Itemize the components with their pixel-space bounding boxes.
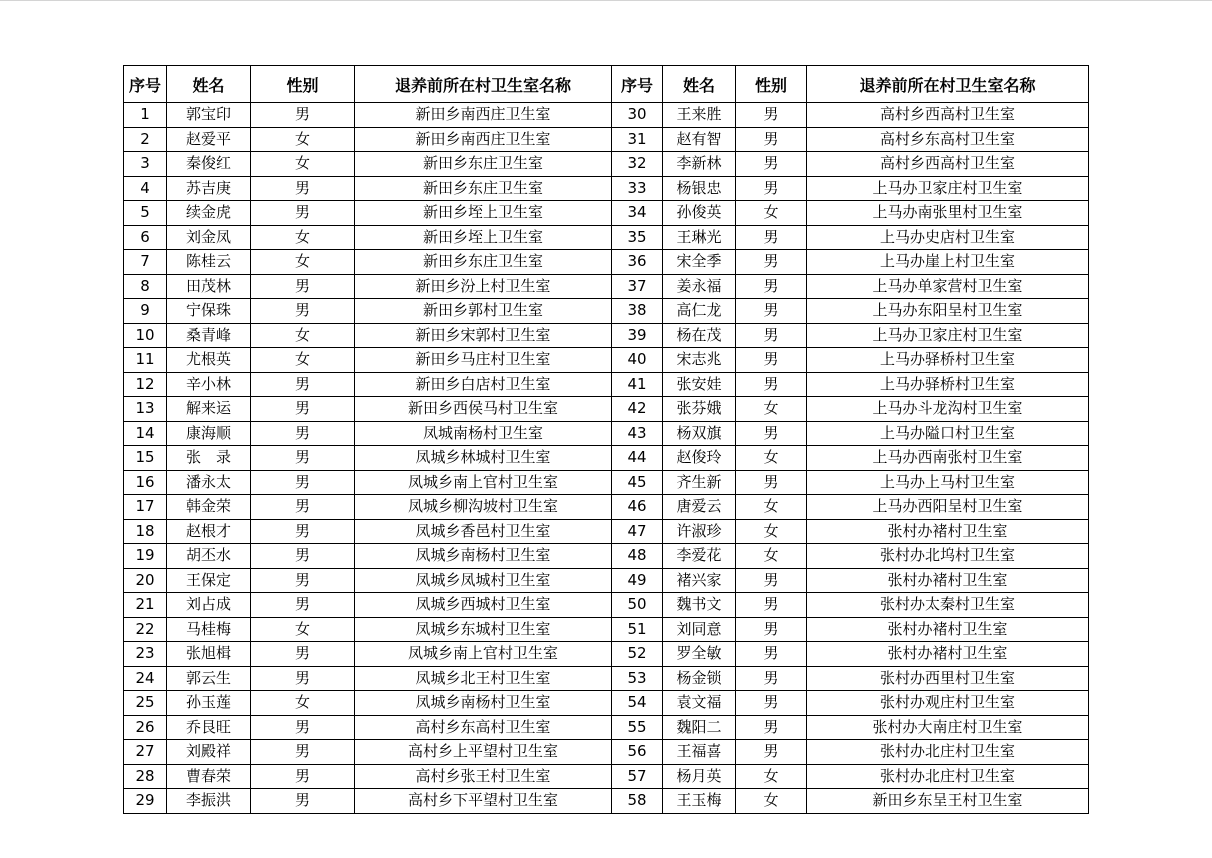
cell-name-right: 宋全季 [663,250,736,275]
cell-name-right: 唐爱云 [663,495,736,520]
cell-seq-right: 33 [612,176,663,201]
cell-name-left: 刘占成 [167,593,251,618]
cell-gender-left: 男 [251,740,355,765]
cell-gender-left: 男 [251,666,355,691]
cell-gender-left: 男 [251,544,355,569]
cell-clinic-left: 新田乡南西庄卫生室 [355,103,612,128]
cell-seq-right: 49 [612,568,663,593]
cell-clinic-left: 凤城乡北王村卫生室 [355,666,612,691]
header-clinic-left: 退养前所在村卫生室名称 [355,66,612,103]
cell-seq-right: 36 [612,250,663,275]
cell-gender-right: 男 [736,568,807,593]
cell-seq-left: 24 [124,666,167,691]
cell-gender-left: 男 [251,470,355,495]
table-row [124,299,1089,324]
cell-clinic-right: 上马办南张里村卫生室 [807,201,1089,226]
cell-name-right: 罗全敏 [663,642,736,667]
cell-seq-left: 28 [124,764,167,789]
cell-name-left: 郭云生 [167,666,251,691]
cell-gender-left: 男 [251,789,355,814]
cell-clinic-right: 上马办驿桥村卫生室 [807,372,1089,397]
cell-seq-left: 25 [124,691,167,716]
header-clinic-right: 退养前所在村卫生室名称 [807,66,1089,103]
cell-clinic-right: 上马办驿桥村卫生室 [807,348,1089,373]
table-row [124,642,1089,667]
table-row [124,348,1089,373]
table-row [124,568,1089,593]
cell-clinic-right: 上马办单家营村卫生室 [807,274,1089,299]
cell-seq-left: 14 [124,421,167,446]
cell-clinic-left: 凤城乡南上官村卫生室 [355,470,612,495]
cell-clinic-right: 张村办褚村卫生室 [807,568,1089,593]
cell-seq-right: 51 [612,617,663,642]
cell-name-left: 陈桂云 [167,250,251,275]
cell-clinic-left: 新田乡马庄村卫生室 [355,348,612,373]
cell-gender-left: 男 [251,495,355,520]
cell-gender-left: 男 [251,642,355,667]
table-row [124,617,1089,642]
cell-gender-left: 男 [251,176,355,201]
cell-name-right: 魏阳二 [663,715,736,740]
cell-name-left: 桑青峰 [167,323,251,348]
cell-clinic-right: 上马办崖上村卫生室 [807,250,1089,275]
cell-name-left: 胡丕水 [167,544,251,569]
cell-name-left: 潘永太 [167,470,251,495]
cell-clinic-right: 张村办北坞村卫生室 [807,544,1089,569]
table-row [124,201,1089,226]
cell-name-left: 解来运 [167,397,251,422]
cell-seq-left: 16 [124,470,167,495]
cell-clinic-left: 新田乡白店村卫生室 [355,372,612,397]
cell-clinic-left: 新田乡垤上卫生室 [355,201,612,226]
cell-name-left: 尤根英 [167,348,251,373]
cell-clinic-left: 凤城南杨村卫生室 [355,421,612,446]
cell-name-right: 赵俊玲 [663,446,736,471]
cell-seq-right: 54 [612,691,663,716]
cell-gender-left: 女 [251,323,355,348]
cell-clinic-left: 新田乡垤上卫生室 [355,225,612,250]
cell-gender-right: 男 [736,691,807,716]
cell-seq-right: 56 [612,740,663,765]
cell-gender-left: 女 [251,127,355,152]
cell-gender-left: 男 [251,201,355,226]
table-row [124,495,1089,520]
cell-gender-right: 男 [736,250,807,275]
table-row [124,250,1089,275]
cell-seq-left: 9 [124,299,167,324]
cell-name-left: 韩金荣 [167,495,251,520]
cell-name-left: 张旭楫 [167,642,251,667]
table-row [124,593,1089,618]
cell-seq-right: 35 [612,225,663,250]
cell-name-right: 杨在茂 [663,323,736,348]
table-row [124,103,1089,128]
cell-gender-left: 男 [251,715,355,740]
cell-seq-left: 22 [124,617,167,642]
cell-seq-right: 57 [612,764,663,789]
cell-gender-left: 男 [251,446,355,471]
cell-seq-right: 41 [612,372,663,397]
cell-gender-left: 女 [251,225,355,250]
cell-seq-left: 17 [124,495,167,520]
cell-gender-left: 女 [251,250,355,275]
table-row [124,152,1089,177]
cell-clinic-left: 新田乡南西庄卫生室 [355,127,612,152]
cell-clinic-right: 上马办西阳呈村卫生室 [807,495,1089,520]
cell-gender-right: 男 [736,740,807,765]
table-row [124,764,1089,789]
cell-name-right: 孙俊英 [663,201,736,226]
cell-seq-left: 1 [124,103,167,128]
cell-seq-left: 13 [124,397,167,422]
cell-seq-right: 31 [612,127,663,152]
cell-name-right: 褚兴家 [663,568,736,593]
cell-name-left: 刘殿祥 [167,740,251,765]
cell-clinic-left: 新田乡宋郭村卫生室 [355,323,612,348]
cell-gender-right: 女 [736,789,807,814]
cell-seq-left: 27 [124,740,167,765]
cell-gender-left: 男 [251,397,355,422]
cell-gender-left: 男 [251,519,355,544]
table-row [124,372,1089,397]
cell-name-left: 张 录 [167,446,251,471]
table-row [124,740,1089,765]
cell-name-right: 姜永福 [663,274,736,299]
cell-seq-right: 32 [612,152,663,177]
cell-name-left: 曹春荣 [167,764,251,789]
cell-clinic-right: 上马办隘口村卫生室 [807,421,1089,446]
cell-seq-right: 38 [612,299,663,324]
cell-clinic-left: 凤城乡柳沟坡村卫生室 [355,495,612,520]
table-row [124,691,1089,716]
cell-gender-left: 女 [251,152,355,177]
cell-gender-right: 男 [736,372,807,397]
cell-seq-left: 10 [124,323,167,348]
cell-gender-right: 女 [736,495,807,520]
cell-name-right: 王福喜 [663,740,736,765]
cell-clinic-left: 凤城乡东城村卫生室 [355,617,612,642]
cell-clinic-right: 上马办卫家庄村卫生室 [807,176,1089,201]
table-row [124,176,1089,201]
cell-seq-left: 7 [124,250,167,275]
cell-gender-right: 男 [736,593,807,618]
cell-name-right: 齐生新 [663,470,736,495]
cell-name-right: 王琳光 [663,225,736,250]
cell-seq-left: 29 [124,789,167,814]
cell-gender-left: 女 [251,348,355,373]
cell-clinic-left: 凤城乡香邑村卫生室 [355,519,612,544]
cell-gender-right: 男 [736,421,807,446]
cell-gender-left: 男 [251,103,355,128]
header-seq-left: 序号 [124,66,167,103]
cell-name-right: 高仁龙 [663,299,736,324]
cell-seq-right: 30 [612,103,663,128]
cell-seq-right: 43 [612,421,663,446]
cell-seq-left: 2 [124,127,167,152]
cell-clinic-left: 新田乡东庄卫生室 [355,250,612,275]
cell-seq-left: 11 [124,348,167,373]
cell-gender-right: 女 [736,201,807,226]
cell-name-right: 杨金锁 [663,666,736,691]
table-header-row [124,66,1089,103]
table-row [124,397,1089,422]
cell-seq-left: 15 [124,446,167,471]
cell-name-left: 王保定 [167,568,251,593]
cell-name-left: 苏吉庚 [167,176,251,201]
table-row [124,470,1089,495]
table-row [124,666,1089,691]
cell-clinic-right: 上马办西南张村卫生室 [807,446,1089,471]
cell-seq-left: 12 [124,372,167,397]
cell-clinic-left: 高村乡东高村卫生室 [355,715,612,740]
cell-name-right: 许淑珍 [663,519,736,544]
header-name-right: 姓名 [663,66,736,103]
cell-clinic-left: 凤城乡南上官村卫生室 [355,642,612,667]
table-row [124,421,1089,446]
cell-clinic-right: 高村乡西高村卫生室 [807,103,1089,128]
header-gender-right: 性别 [736,66,807,103]
cell-name-left: 马桂梅 [167,617,251,642]
cell-clinic-right: 张村办西里村卫生室 [807,666,1089,691]
cell-clinic-left: 高村乡下平望村卫生室 [355,789,612,814]
cell-gender-left: 男 [251,274,355,299]
cell-name-right: 杨双旗 [663,421,736,446]
retired-doctors-table [123,65,1089,814]
header-name-left: 姓名 [167,66,251,103]
cell-clinic-right: 张村办大南庄村卫生室 [807,715,1089,740]
cell-name-right: 杨月英 [663,764,736,789]
cell-gender-right: 男 [736,666,807,691]
cell-name-left: 田茂林 [167,274,251,299]
cell-gender-left: 女 [251,691,355,716]
cell-name-left: 宁保珠 [167,299,251,324]
cell-name-right: 赵有智 [663,127,736,152]
cell-clinic-right: 新田乡东呈王村卫生室 [807,789,1089,814]
cell-seq-left: 19 [124,544,167,569]
cell-name-right: 魏书文 [663,593,736,618]
cell-seq-right: 50 [612,593,663,618]
cell-name-left: 李振洪 [167,789,251,814]
cell-name-right: 杨银忠 [663,176,736,201]
cell-clinic-right: 张村办太秦村卫生室 [807,593,1089,618]
cell-clinic-right: 张村办观庄村卫生室 [807,691,1089,716]
cell-name-left: 乔艮旺 [167,715,251,740]
cell-gender-left: 男 [251,421,355,446]
cell-seq-right: 46 [612,495,663,520]
cell-gender-left: 男 [251,764,355,789]
table-row [124,789,1089,814]
cell-seq-left: 8 [124,274,167,299]
cell-gender-right: 男 [736,470,807,495]
cell-seq-left: 6 [124,225,167,250]
cell-name-left: 赵根才 [167,519,251,544]
cell-clinic-left: 新田乡西侯马村卫生室 [355,397,612,422]
cell-gender-right: 女 [736,397,807,422]
cell-gender-right: 女 [736,446,807,471]
cell-gender-right: 女 [736,764,807,789]
cell-name-left: 孙玉莲 [167,691,251,716]
cell-name-right: 李爱花 [663,544,736,569]
cell-seq-right: 44 [612,446,663,471]
cell-gender-left: 男 [251,568,355,593]
cell-gender-right: 男 [736,103,807,128]
cell-gender-left: 男 [251,372,355,397]
cell-clinic-right: 上马办卫家庄村卫生室 [807,323,1089,348]
header-seq-right: 序号 [612,66,663,103]
cell-gender-right: 男 [736,642,807,667]
cell-seq-left: 18 [124,519,167,544]
cell-gender-right: 女 [736,544,807,569]
table-row [124,519,1089,544]
cell-gender-right: 男 [736,225,807,250]
cell-name-right: 袁文福 [663,691,736,716]
cell-name-left: 辛小林 [167,372,251,397]
cell-seq-left: 23 [124,642,167,667]
cell-gender-right: 男 [736,348,807,373]
cell-clinic-right: 张村办北庄村卫生室 [807,740,1089,765]
cell-name-left: 续金虎 [167,201,251,226]
cell-clinic-left: 凤城乡南杨村卫生室 [355,544,612,569]
table-row [124,225,1089,250]
cell-gender-right: 男 [736,715,807,740]
cell-clinic-right: 上马办上马村卫生室 [807,470,1089,495]
sheet-top-rule [0,0,1212,1]
cell-clinic-left: 新田乡郭村卫生室 [355,299,612,324]
cell-seq-left: 26 [124,715,167,740]
cell-name-left: 刘金凤 [167,225,251,250]
cell-gender-left: 男 [251,299,355,324]
cell-gender-right: 男 [736,617,807,642]
cell-seq-right: 39 [612,323,663,348]
table-row [124,274,1089,299]
cell-clinic-left: 凤城乡凤城村卫生室 [355,568,612,593]
cell-seq-left: 21 [124,593,167,618]
cell-name-right: 王来胜 [663,103,736,128]
cell-clinic-right: 高村乡西高村卫生室 [807,152,1089,177]
cell-clinic-left: 凤城乡西城村卫生室 [355,593,612,618]
cell-clinic-right: 上马办史店村卫生室 [807,225,1089,250]
cell-name-right: 刘同意 [663,617,736,642]
cell-gender-right: 男 [736,127,807,152]
cell-name-left: 赵爱平 [167,127,251,152]
cell-gender-left: 男 [251,593,355,618]
cell-seq-right: 52 [612,642,663,667]
cell-clinic-left: 凤城乡林城村卫生室 [355,446,612,471]
table-row [124,127,1089,152]
cell-seq-right: 37 [612,274,663,299]
cell-clinic-right: 高村乡东高村卫生室 [807,127,1089,152]
cell-seq-right: 55 [612,715,663,740]
cell-seq-right: 58 [612,789,663,814]
cell-clinic-left: 高村乡张王村卫生室 [355,764,612,789]
cell-name-left: 康海顺 [167,421,251,446]
cell-clinic-right: 上马办斗龙沟村卫生室 [807,397,1089,422]
cell-seq-left: 20 [124,568,167,593]
cell-name-right: 王玉梅 [663,789,736,814]
cell-seq-right: 40 [612,348,663,373]
cell-name-left: 郭宝印 [167,103,251,128]
table-body [124,103,1089,814]
cell-clinic-right: 张村办褚村卫生室 [807,519,1089,544]
cell-clinic-left: 新田乡东庄卫生室 [355,176,612,201]
cell-gender-left: 女 [251,617,355,642]
cell-gender-right: 女 [736,519,807,544]
cell-name-right: 张芬娥 [663,397,736,422]
cell-clinic-right: 张村办褚村卫生室 [807,617,1089,642]
cell-gender-right: 男 [736,299,807,324]
cell-clinic-left: 高村乡上平望村卫生室 [355,740,612,765]
cell-gender-right: 男 [736,152,807,177]
cell-seq-right: 34 [612,201,663,226]
table-row [124,446,1089,471]
cell-clinic-right: 上马办东阳呈村卫生室 [807,299,1089,324]
cell-seq-right: 48 [612,544,663,569]
cell-seq-right: 47 [612,519,663,544]
table-row [124,544,1089,569]
cell-name-right: 张安娃 [663,372,736,397]
cell-gender-right: 男 [736,176,807,201]
table-row [124,715,1089,740]
cell-gender-right: 男 [736,274,807,299]
cell-name-left: 秦俊红 [167,152,251,177]
cell-seq-left: 3 [124,152,167,177]
cell-clinic-left: 新田乡东庄卫生室 [355,152,612,177]
cell-seq-left: 5 [124,201,167,226]
cell-seq-right: 42 [612,397,663,422]
cell-gender-right: 男 [736,323,807,348]
cell-clinic-left: 凤城乡南杨村卫生室 [355,691,612,716]
cell-clinic-right: 张村办褚村卫生室 [807,642,1089,667]
cell-name-right: 宋志兆 [663,348,736,373]
cell-name-right: 李新林 [663,152,736,177]
cell-clinic-right: 张村办北庄村卫生室 [807,764,1089,789]
cell-seq-left: 4 [124,176,167,201]
cell-seq-right: 45 [612,470,663,495]
table-row [124,323,1089,348]
cell-clinic-left: 新田乡汾上村卫生室 [355,274,612,299]
cell-seq-right: 53 [612,666,663,691]
header-gender-left: 性别 [251,66,355,103]
